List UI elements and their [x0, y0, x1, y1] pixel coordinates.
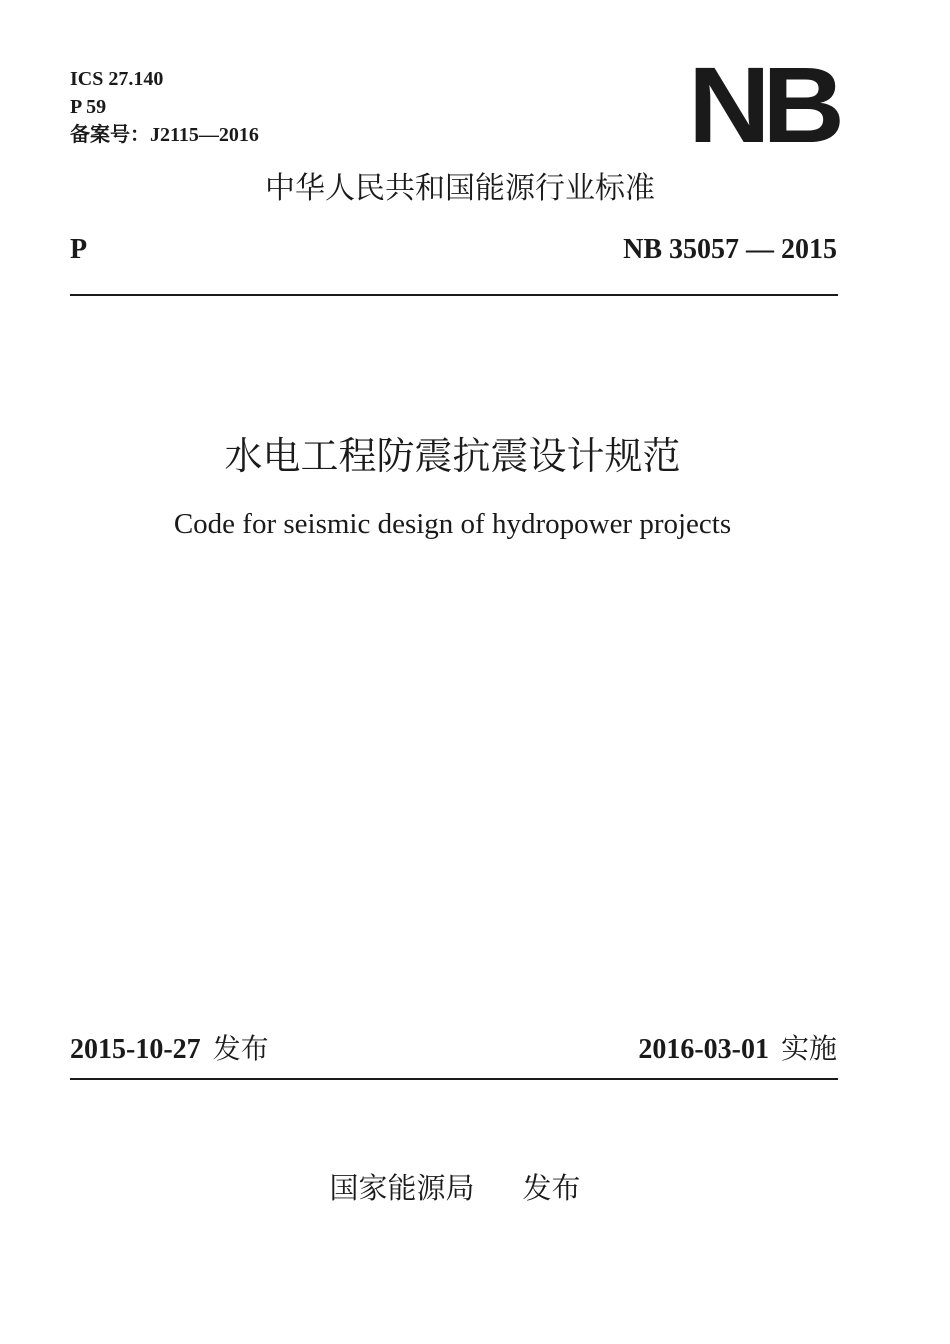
publisher-name: 国家能源局	[329, 1171, 475, 1205]
title-chinese: 水电工程防震抗震设计规范	[224, 434, 681, 478]
nb-logo: NB	[688, 44, 837, 165]
bottom-divider	[70, 1078, 838, 1080]
publisher-action: 发布	[522, 1171, 581, 1205]
title-english: Code for seismic design of hydropower projects	[173, 508, 732, 540]
class-letter: P	[70, 234, 88, 265]
issue-label: 发布	[212, 1032, 269, 1065]
issue-date-line	[70, 1030, 269, 1069]
standard-number: NB 35057 — 2015	[623, 234, 837, 265]
effective-date: 2016-03-01	[638, 1034, 769, 1065]
effective-date-line	[638, 1030, 837, 1069]
filing-number: 备案号：J2115—2016	[70, 124, 259, 146]
issue-date: 2015-10-27	[70, 1034, 201, 1065]
ics-code: ICS 27.140	[70, 68, 164, 90]
publisher-line	[0, 1168, 910, 1208]
effective-label: 实施	[780, 1032, 837, 1065]
top-divider	[70, 294, 838, 296]
standard-type-heading: 中华人民共和国能源行业标准	[265, 171, 655, 206]
classification-code: P 59	[70, 96, 107, 118]
